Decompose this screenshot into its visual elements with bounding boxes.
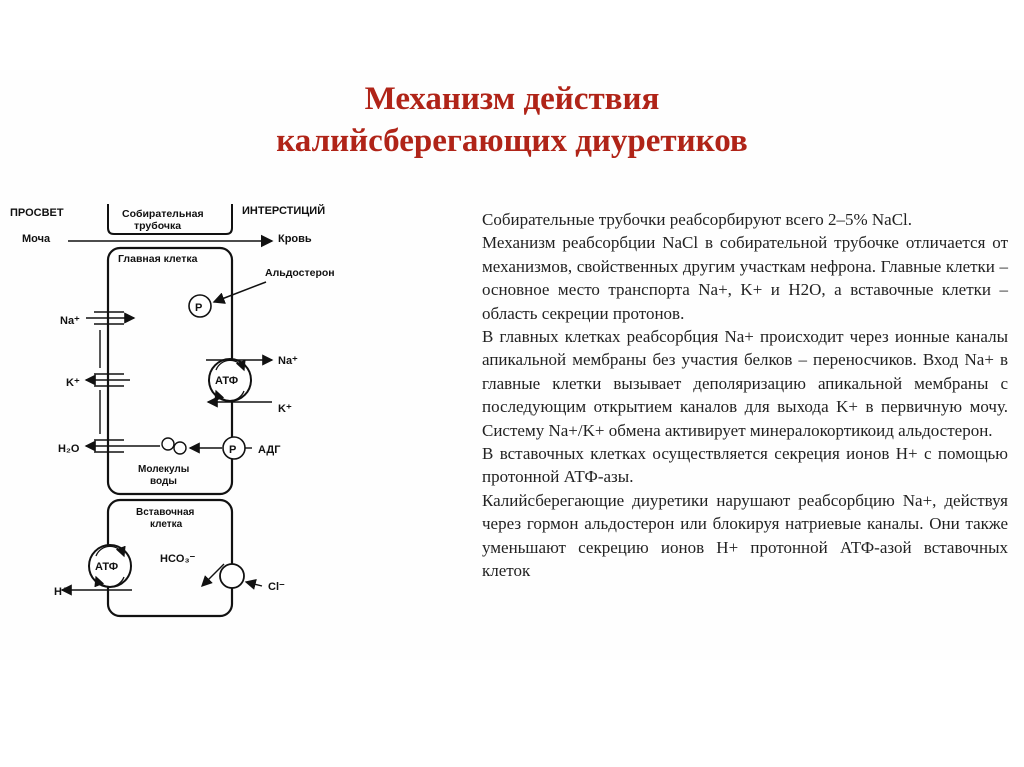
principal-cell-label: Главная клетка <box>118 253 198 265</box>
paragraph-1: Собирательные трубочки реабсорбируют всего 2–5% NaCl. <box>482 210 913 229</box>
lumen-label: ПРОСВЕТ <box>10 207 64 219</box>
na-right-label: Na⁺ <box>278 355 298 367</box>
tubule-label-1: Собирательная <box>122 208 204 220</box>
paragraph-3: В главных клетках реабсорбция Na+ происходит через ионные каналы апикальной мембраны без участия белков – переносчиков. Вход Na+ в главные клетки вызывает деполяризацию апикальной мембраны с последующим открытием каналов для выхода K+ в первичную мочу. Систему Na+/K+ обмена активирует минералокортикоид альдостерон. <box>482 327 1008 440</box>
water-molecules-label-2: воды <box>150 476 177 487</box>
interstitium-label: ИНТЕРСТИЦИЙ <box>242 205 326 217</box>
aldosterone-label: Альдостерон <box>265 267 335 279</box>
paragraph-4: В вставочных клетках осуществляется секреция ионов H+ с помощью протонной АТФ-азы. <box>482 444 1008 487</box>
na-left-label: Na⁺ <box>60 315 80 327</box>
h2o-label: H₂O <box>58 443 80 455</box>
title-line-2: калийсберегающих диуретиков <box>276 123 748 159</box>
h-plus-label: H⁺ <box>54 586 68 598</box>
hco3-label: HCO₃⁻ <box>160 553 196 565</box>
water-molecule-2 <box>174 442 186 454</box>
slide-title <box>0 78 1024 162</box>
blood-label: Кровь <box>278 233 312 245</box>
intercalated-cell-label-2: клетка <box>150 519 183 530</box>
aldosterone-arrow <box>214 282 266 302</box>
urine-label: Моча <box>22 233 51 245</box>
title-line-1: Механизм действия <box>364 81 660 117</box>
explanation-text <box>482 208 1008 583</box>
atf-2-label: АТФ <box>95 561 119 573</box>
paragraph-2: Механизм реабсорбции NaCl в собирательной трубочке отличается от механизмов, свойственных другим участкам нефрона. Главные клетки – основное место транспорта Na+, K+ и H2O, а вставочные клетки – область секреции протонов. <box>482 233 1008 323</box>
paragraph-5: Калийсберегающие диуретики нарушают реабсорбцию Na+, действуя через гормон альдостерон или блокируя натриевые каналы. Они также уменьшают секрецию ионов H+ протонной АТФ-азой вставочных клеток <box>482 490 1008 581</box>
adh-label: АДГ <box>258 444 281 456</box>
receptor-p-2-label: P <box>229 444 237 456</box>
cl-label: Cl⁻ <box>268 581 285 593</box>
atf-1-label: АТФ <box>215 375 239 387</box>
k-right-label: K⁺ <box>278 403 292 415</box>
tubule-label-2: трубочка <box>134 220 182 232</box>
anion-exchanger <box>220 564 244 588</box>
receptor-p-1-label: P <box>195 302 203 314</box>
intercalated-cell-label-1: Вставочная <box>136 507 195 518</box>
cl-in-arrow <box>246 582 262 586</box>
nephron-cell-diagram <box>0 190 440 630</box>
water-molecule-1 <box>162 438 174 450</box>
water-molecules-label-1: Молекулы <box>138 464 190 475</box>
k-left-label: K⁺ <box>66 377 80 389</box>
